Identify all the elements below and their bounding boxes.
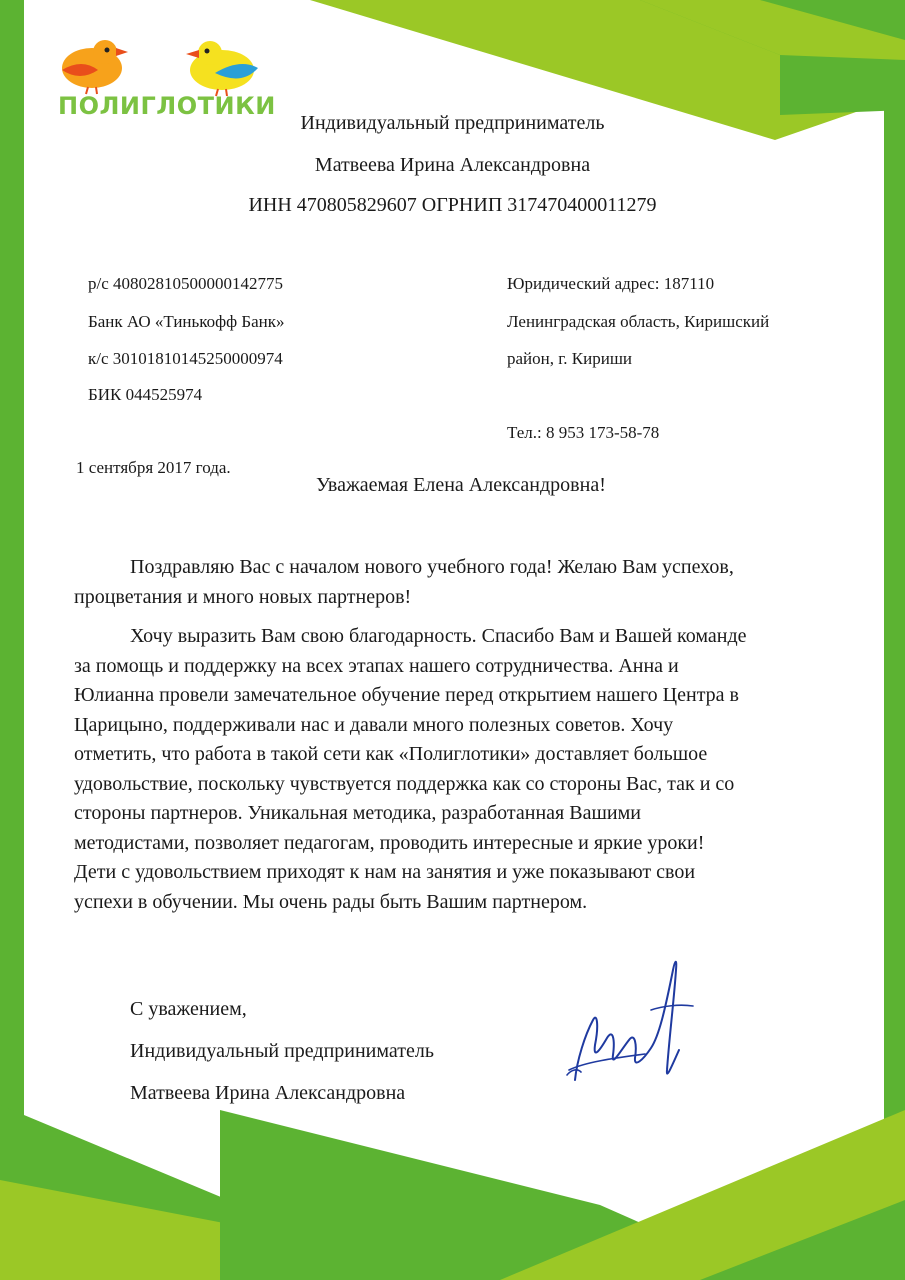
closing-name: Матвеева Ирина Александровна	[130, 1082, 406, 1104]
paragraph-2-line: Хочу выразить Вам свою благодарность. Спасибо Вам и Вашей команде	[130, 625, 747, 647]
yellow-bird-icon	[186, 41, 258, 96]
bank-name: Банк АО «Тинькофф Банк»	[88, 312, 285, 331]
closing-regards: С уважением,	[130, 998, 247, 1020]
left-green-strip	[0, 0, 24, 1280]
paragraph-1-line: процветания и много новых партнеров!	[74, 585, 412, 608]
greeting: Уважаемая Елена Александровна!	[316, 474, 606, 496]
signature-icon	[555, 950, 705, 1090]
paragraph-2-line: Юлианна провели замечательное обучение перед открытием нашего Центра в	[74, 684, 739, 706]
paragraph-2-line: методистами, позволяет педагогам, проводить интересные и яркие уроки!	[74, 831, 705, 854]
right-green-strip	[884, 105, 905, 1280]
paragraph-2-line: Царицыно, поддерживали нас и давали много полезных советов. Хочу	[74, 713, 674, 736]
paragraph-2-line: стороны партнеров. Уникальная методика, разработанная Вашими	[74, 802, 641, 824]
paragraph-1	[74, 553, 834, 612]
paragraph-2	[74, 622, 834, 917]
address-line1: Юридический адрес: 187110	[507, 274, 715, 293]
bank-corr-account: к/с 30101810145250000974	[88, 349, 283, 368]
paragraph-2-line: за помощь и поддержку на всех этапах нашего сотрудничества. Анна и	[74, 654, 679, 677]
address-line2: Ленинградская область, Киришский	[507, 312, 770, 331]
bank-account: р/с 40802810500000142775	[88, 274, 284, 293]
paragraph-1-line: Поздравляю Вас с началом нового учебного года! Желаю Вам успехов,	[130, 556, 734, 578]
paragraph-2-line: отметить, что работа в такой сети как «Полиглотики» доставляет большое	[74, 743, 708, 765]
orange-bird-icon	[62, 40, 128, 94]
bank-bik: БИК 044525974	[88, 385, 203, 404]
letter-date: 1 сентября 2017 года.	[76, 458, 231, 477]
header-registration: ИНН 470805829607 ОГРНИП 317470400011279	[248, 194, 657, 216]
closing-title: Индивидуальный предприниматель	[130, 1040, 434, 1062]
paragraph-2-line: Дети с удовольствием приходят к нам на занятия и уже показывают свои	[74, 861, 696, 883]
logo-text: ПОЛИГЛОТИКИ	[58, 92, 276, 120]
header-name: Матвеева Ирина Александровна	[314, 154, 591, 176]
paragraph-2-line: удовольствие, поскольку чувствуется поддержка как со стороны Вас, так и со	[74, 772, 735, 795]
header-title: Индивидуальный предприниматель	[300, 112, 605, 134]
paragraph-2-line: успехи в обучении. Мы очень рады быть Вашим партнером.	[74, 890, 588, 913]
address-phone: Тел.: 8 953 173-58-78	[507, 423, 660, 442]
address-line3: район, г. Кириши	[507, 349, 633, 368]
